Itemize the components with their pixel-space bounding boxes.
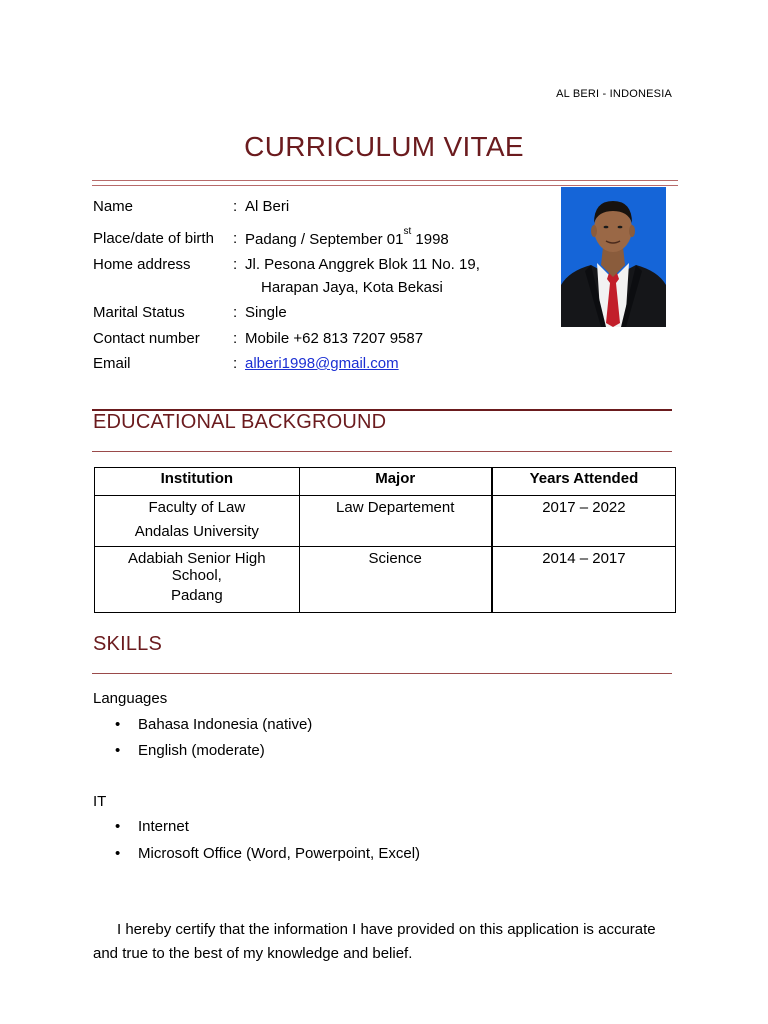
bullet-icon: • — [115, 742, 121, 759]
colon: : — [233, 230, 238, 247]
institution-line: School, — [171, 567, 222, 584]
it-item: Microsoft Office (Word, Powerpoint, Excel) — [138, 845, 421, 862]
address-label: Home address — [93, 256, 191, 273]
name-label: Name — [93, 198, 134, 215]
it-item: Internet — [138, 818, 189, 835]
birth-label: Place/date of birth — [93, 230, 214, 247]
table-header-row — [95, 468, 676, 496]
major-cell: Science — [299, 547, 492, 613]
institution-cell — [95, 547, 300, 613]
header-note: AL BERI - INDONESIA — [556, 88, 672, 100]
skills-heading: SKILLS — [93, 633, 163, 655]
page-title: CURRICULUM VITAE — [244, 131, 524, 162]
closing-line-2: and true to the best of my knowledge and belief. — [93, 945, 413, 962]
column-header-years: Years Attended — [492, 468, 676, 496]
years-cell: 2017 – 2022 — [492, 496, 676, 547]
institution-line: Adabiah Senior High — [128, 550, 266, 567]
colon: : — [233, 330, 238, 347]
institution-line: Padang — [170, 587, 223, 604]
closing-statement — [93, 918, 683, 966]
table-row — [95, 496, 676, 547]
institution-line: Andalas University — [134, 523, 259, 540]
colon: : — [233, 355, 238, 372]
birth-value-sup: st — [403, 226, 412, 237]
name-value: Al Beri — [245, 198, 290, 215]
birth-value-suffix: 1998 — [411, 231, 449, 248]
birth-value — [245, 226, 449, 248]
email-label: Email — [93, 355, 131, 372]
skills-rule — [92, 673, 672, 674]
major-cell: Law Departement — [299, 496, 492, 547]
language-item: English (moderate) — [138, 742, 265, 759]
table-row — [95, 547, 676, 613]
birth-value-prefix: Padang / September 01 — [245, 231, 404, 248]
bullet-icon: • — [115, 716, 121, 733]
address-line-1: Jl. Pesona Anggrek Blok 11 No. 19, — [245, 256, 480, 273]
education-heading: EDUCATIONAL BACKGROUND — [93, 411, 387, 433]
colon: : — [233, 256, 238, 273]
language-item: Bahasa Indonesia (native) — [138, 716, 313, 733]
bullet-icon: • — [115, 845, 121, 862]
it-label: IT — [93, 793, 107, 810]
education-table — [94, 467, 676, 613]
education-bottom-rule — [92, 451, 672, 452]
languages-label: Languages — [93, 690, 168, 707]
institution-line: Faculty of Law — [148, 499, 246, 516]
years-cell: 2014 – 2017 — [492, 547, 676, 613]
institution-cell — [95, 496, 300, 547]
closing-line-1: I hereby certify that the information I have provided on this application is accurate — [117, 921, 656, 938]
profile-photo — [561, 187, 666, 327]
email-link[interactable]: alberi1998@gmail.com — [245, 355, 399, 372]
colon: : — [233, 198, 238, 215]
bullet-icon: • — [115, 818, 121, 835]
contact-label: Contact number — [93, 330, 200, 347]
title-divider — [92, 180, 678, 186]
column-header-institution: Institution — [95, 468, 300, 496]
address-line-2: Harapan Jaya, Kota Bekasi — [261, 279, 443, 296]
colon: : — [233, 304, 238, 321]
marital-label: Marital Status — [93, 304, 185, 321]
marital-value: Single — [245, 304, 287, 321]
column-header-major: Major — [299, 468, 492, 496]
contact-value: Mobile +62 813 7207 9587 — [245, 330, 424, 347]
